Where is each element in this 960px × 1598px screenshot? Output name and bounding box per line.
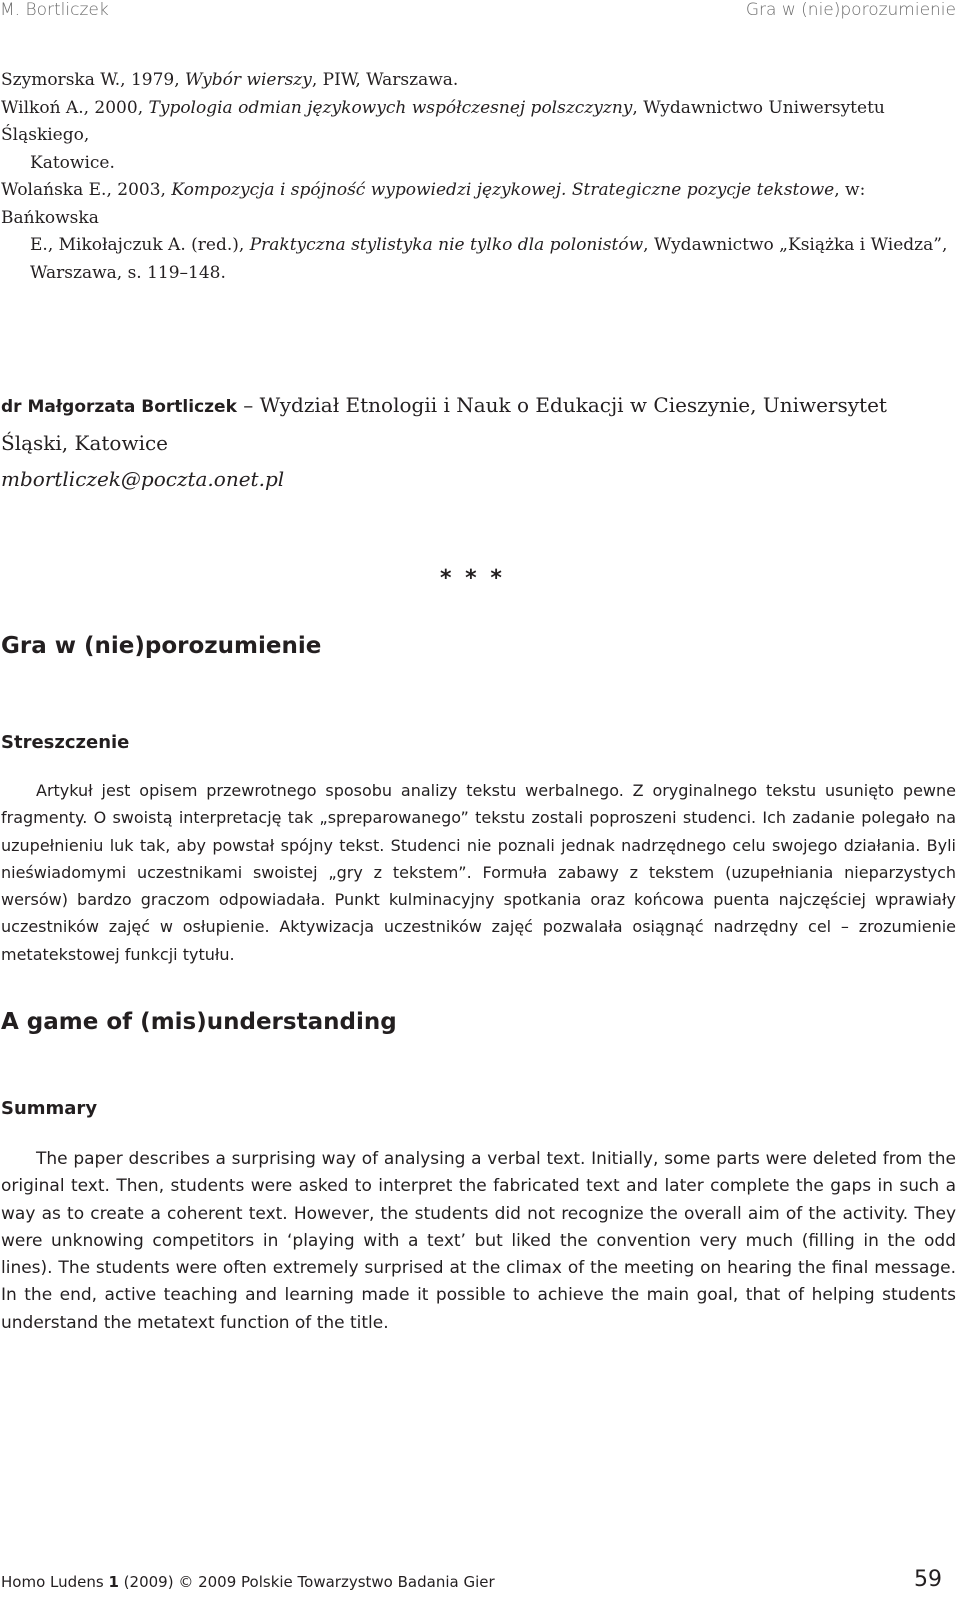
header-running-title: Gra w (nie)porozumienie: [745, 0, 956, 20]
english-title: A game of (mis)understanding: [1, 1009, 397, 1035]
running-header: [0, 0, 960, 26]
english-abstract-heading: Summary: [1, 1098, 98, 1119]
reference-continuation: Warszawa, s. 119–148.: [30, 262, 226, 283]
author-email[interactable]: mbortliczek@poczta.onet.pl: [1, 467, 285, 491]
journal-footer: Homo Ludens 1 (2009) © 2009 Polskie Towarzystwo Badania Gier: [1, 1573, 495, 1591]
institution: Wydział Etnologii i Nauk o Edukacji w Cieszynie, Uniwersytet: [259, 393, 887, 417]
reference-continuation: E., Mikołajczuk A. (red.), Praktyczna stylistyka nie tylko dla polonistów, Wydawnictwo „Książka i Wiedza”,: [30, 235, 948, 255]
reference-continuation: Katowice.: [30, 152, 115, 173]
reference-item: Wolańska E., 2003, Kompozycja i spójność wypowiedzi językowej. Strategiczne pozycje tekstowe, w: Bańkowska: [1, 180, 866, 228]
reference-list: [1, 67, 956, 287]
page-number: 59: [914, 1567, 942, 1592]
reference-item: Szymorska W., 1979, Wybór wierszy, PIW, Warszawa.: [1, 70, 459, 90]
author-affiliation: dr Małgorzata Bortliczek – Wydział Etnologii i Nauk o Edukacji w Cieszynie, Uniwersytet Śląski, Katowice mbortliczek@poczta.onet.pl: [1, 387, 956, 497]
polish-title: Gra w (nie)porozumienie: [1, 633, 322, 659]
english-abstract: The paper describes a surprising way of analysing a verbal text. Initially, some parts were deleted from the original text. Then, students were asked to interpret the fabricated text and later complete the gaps in such a way as to create a coherent text. However, the students did not recognize the overall aim of the activity. They were unknowing competitors in ‘playing with a text’ but liked the convention very much (filling in the odd lines). The students were often extremely surprised at the climax of the meeting on hearing the final message. In the end, active teaching and learning made it possible to achieve the main goal, that of helping students understand the metatext function of the title.: [1, 1149, 956, 1333]
header-author: M. Bortliczek: [0, 0, 109, 20]
polish-abstract: Artykuł jest opisem przewrotnego sposobu analizy tekstu werbalnego. Z oryginalnego tekstu usunięto pewne fragmenty. O swoistą interpretację tak „spreparowanego” tekstu zostali poproszeni studenci. Ich zadanie polegało na uzupełnieniu luk tak, aby powstał spójny tekst. Studenci nie poznali jednak nadrzędnego celu swojego działania. Byli nieświadomymi uczestnikami swoistej „gry z tekstem”. Formuła zabawy z tekstem (uzupełniania nieparzystych wersów) bardzo graczom odpowiadała. Punkt kulminacyjny spotkania oraz końcowa puenta najczęściej wprawiały uczestników zajęć w osłupienie. Aktywizacja uczestników zajęć pozwalała osiągnąć nadrzędny cel – zrozumienie metatekstowej funkcji tytułu.: [1, 781, 956, 964]
reference-item: Wilkoń A., 2000, Typologia odmian językowych współczesnej polszczyzny, Wydawnictwo Uniwersytetu Śląskiego,: [1, 97, 885, 145]
institution-line2: Śląski, Katowice: [1, 431, 169, 455]
polish-abstract-heading: Streszczenie: [1, 732, 130, 753]
section-separator: * * *: [440, 566, 505, 591]
author-name: dr Małgorzata Bortliczek: [1, 397, 237, 417]
